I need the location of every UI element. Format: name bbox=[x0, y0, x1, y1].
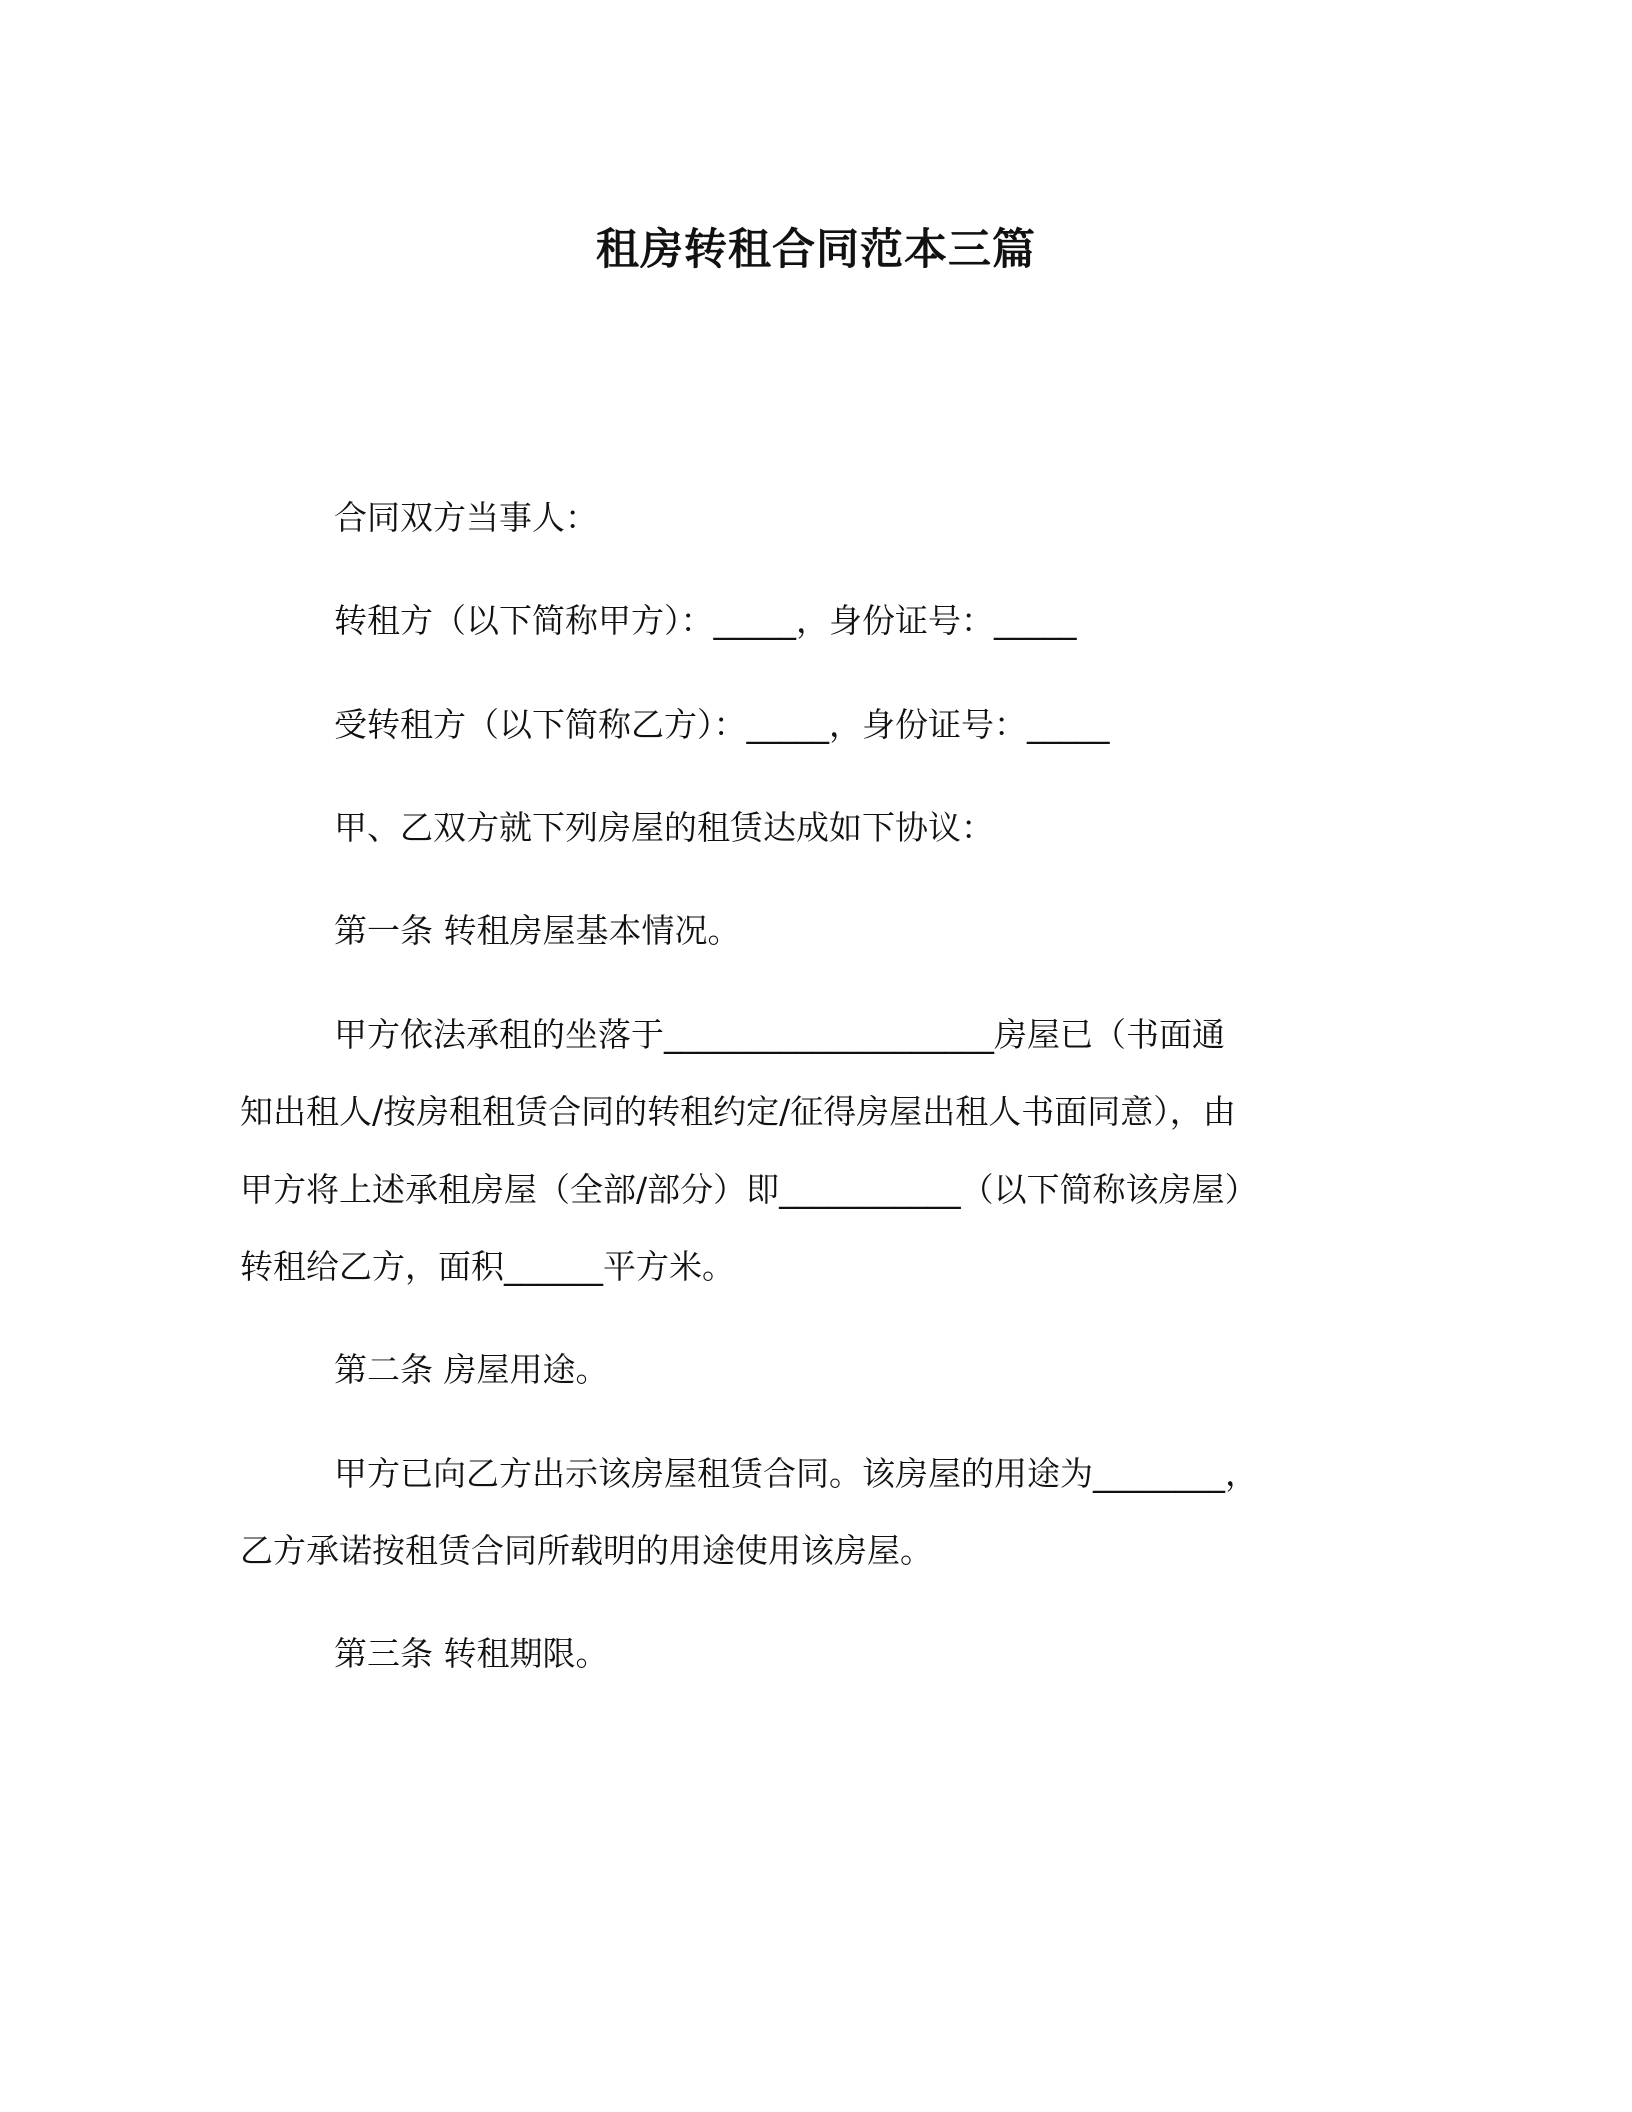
sublessor-line: 转租方（以下简称甲方）：_____，身份证号：_____ bbox=[334, 601, 1077, 640]
article-1-heading: 第一条 转租房屋基本情况。 bbox=[334, 911, 741, 950]
article-1-para-line: 甲方将上述承租房屋（全部/部分）即___________（以下简称该房屋） bbox=[240, 1170, 1258, 1209]
sublessee-line: 受转租方（以下简称乙方）：_____，身份证号：_____ bbox=[334, 705, 1110, 744]
document-title: 租房转租合同范本三篇 bbox=[596, 225, 1036, 275]
article-2-para-line: 甲方已向乙方出示该房屋租赁合同。该房屋的用途为________， bbox=[334, 1454, 1258, 1493]
article-1-para-line: 知出租人/按房租租赁合同的转租约定/征得房屋出租人书面同意），由 bbox=[240, 1092, 1236, 1131]
article-3-heading: 第三条 转租期限。 bbox=[334, 1634, 609, 1673]
article-2-para-line: 乙方承诺按租赁合同所载明的用途使用该房屋。 bbox=[240, 1531, 933, 1570]
article-1-para-line: 转租给乙方，面积______平方米。 bbox=[240, 1247, 735, 1286]
agreement-line: 甲、乙双方就下列房屋的租赁达成如下协议： bbox=[334, 808, 994, 847]
article-1-para-line: 甲方依法承租的坐落于____________________房屋已（书面通 bbox=[334, 1015, 1225, 1054]
article-2-heading: 第二条 房屋用途。 bbox=[334, 1350, 609, 1389]
parties-heading: 合同双方当事人： bbox=[334, 498, 598, 537]
